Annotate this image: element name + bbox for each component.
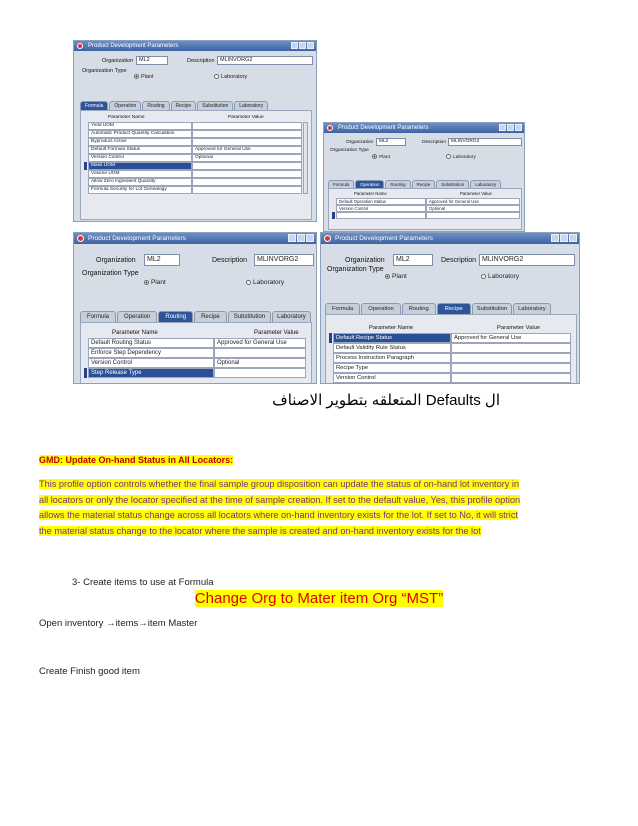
tab-laboratory[interactable]: Laboratory bbox=[272, 311, 311, 323]
organization-field[interactable]: ML2 bbox=[393, 254, 433, 266]
minimize-icon[interactable] bbox=[288, 234, 296, 242]
oracle-icon bbox=[77, 43, 83, 49]
minimize-icon[interactable] bbox=[551, 234, 559, 242]
laboratory-radio[interactable]: Laboratory bbox=[481, 273, 519, 280]
paragraph-line: all locators or only the locator specified at the time of sample creation. If set to the default value, Yes, this profile option bbox=[39, 494, 521, 505]
table-row[interactable]: Version Control bbox=[329, 373, 571, 383]
plant-radio[interactable]: Plant bbox=[372, 154, 390, 160]
column-header-name: Parameter Name bbox=[112, 330, 158, 336]
organization-type-label: Organization Type bbox=[330, 148, 369, 153]
tab-routing[interactable]: Routing bbox=[158, 311, 193, 323]
table-row-selected[interactable]: Mass UOM bbox=[84, 162, 302, 170]
tab-formula[interactable]: Formula bbox=[328, 180, 354, 188]
organization-label: Organization bbox=[102, 58, 134, 64]
arabic-heading: ال Defaults المتعلقه بتطوير الاصناف bbox=[272, 392, 500, 409]
window-titlebar bbox=[321, 233, 579, 244]
table-row[interactable]: Default Operation Status Approved for General Use bbox=[332, 198, 520, 205]
close-icon[interactable] bbox=[306, 234, 314, 242]
tab-recipe[interactable]: Recipe bbox=[437, 303, 471, 315]
organization-field[interactable]: ML2 bbox=[376, 138, 406, 146]
tab-routing[interactable]: Routing bbox=[142, 101, 169, 110]
tab-formula[interactable]: Formula bbox=[80, 101, 108, 110]
table-row[interactable]: Volume UOM bbox=[84, 170, 302, 178]
paragraph-line: This profile option controls whether the final sample group disposition can update the status of on-hand lot inventory in bbox=[39, 479, 520, 489]
tab-operation[interactable]: Operation bbox=[109, 101, 141, 110]
tab-recipe[interactable]: Recipe bbox=[171, 101, 197, 110]
tab-substitution[interactable]: Substitution bbox=[472, 303, 512, 315]
window-titlebar bbox=[74, 233, 316, 244]
paragraph-line: the material status change to the locator where the sample is created and on-hand inventory exists for the lot bbox=[39, 525, 481, 536]
table-row[interactable]: Default Validity Rule Status bbox=[329, 343, 571, 353]
tab-recipe[interactable]: Recipe bbox=[412, 180, 436, 188]
tab-formula[interactable]: Formula bbox=[80, 311, 116, 323]
table-row[interactable]: Version Control Optional bbox=[84, 154, 302, 162]
tab-substitution[interactable]: Substitution bbox=[228, 311, 271, 323]
description-label: Description bbox=[441, 257, 477, 264]
description-label: Description bbox=[212, 257, 248, 264]
tab-laboratory[interactable]: Laboratory bbox=[234, 101, 268, 110]
table-row[interactable]: Version Control Optional bbox=[332, 205, 520, 212]
maximize-icon[interactable] bbox=[299, 42, 306, 49]
table-row[interactable]: Automatic Product Quantity Calculation bbox=[84, 130, 302, 138]
tab-laboratory[interactable]: Laboratory bbox=[513, 303, 551, 315]
oracle-icon bbox=[77, 235, 84, 242]
minimize-icon[interactable] bbox=[291, 42, 298, 49]
column-header-name: Parameter Name bbox=[108, 115, 145, 120]
window-titlebar bbox=[324, 123, 524, 133]
window-titlebar bbox=[74, 41, 316, 51]
description-label: Description bbox=[187, 58, 215, 64]
close-icon[interactable] bbox=[515, 124, 522, 131]
paragraph-line: allows the material status change across all locators where on-hand inventory exists for the lot. If set to No, it will strict bbox=[39, 510, 518, 521]
close-icon[interactable] bbox=[569, 234, 577, 242]
column-header-value: Parameter Value bbox=[254, 330, 299, 336]
tab-formula[interactable]: Formula bbox=[325, 303, 360, 315]
tab-strip bbox=[80, 101, 269, 110]
profile-description bbox=[39, 477, 604, 539]
plant-radio[interactable]: Plant bbox=[134, 74, 154, 80]
window-title: Product Development Parameters bbox=[335, 235, 433, 242]
open-inventory-path: Open inventory →items→item Master bbox=[39, 618, 198, 629]
organization-label: Organization bbox=[346, 140, 374, 145]
close-icon[interactable] bbox=[307, 42, 314, 49]
organization-type-label: Organization Type bbox=[82, 68, 127, 74]
maximize-icon[interactable] bbox=[560, 234, 568, 242]
window-routing bbox=[73, 232, 317, 384]
window-operation bbox=[323, 122, 525, 232]
table-row[interactable]: Byproduct Active bbox=[84, 138, 302, 146]
description-field[interactable]: MLINVORG2 bbox=[448, 138, 522, 146]
table-row[interactable]: Allow Zero Ingredient Quantity bbox=[84, 178, 302, 186]
column-header-value: Parameter Value bbox=[497, 325, 541, 331]
scrollbar[interactable] bbox=[303, 122, 308, 194]
tab-strip bbox=[328, 180, 502, 188]
table-row[interactable]: Default Formula Status Approved for General Use bbox=[84, 146, 302, 154]
table-row[interactable]: Recipe Type bbox=[329, 363, 571, 373]
window-title: Product Development Parameters bbox=[338, 125, 429, 131]
parameter-grid bbox=[84, 328, 306, 378]
organization-type-label: Organization Type bbox=[82, 270, 139, 277]
plant-radio[interactable]: Plant bbox=[144, 279, 166, 286]
parameter-grid bbox=[84, 113, 302, 194]
window-title: Product Development Parameters bbox=[88, 43, 179, 49]
organization-label: Organization bbox=[96, 257, 136, 264]
parameter-grid bbox=[332, 190, 520, 219]
tab-operation[interactable]: Operation bbox=[361, 303, 400, 315]
organization-label: Organization bbox=[345, 257, 385, 264]
change-org-heading: Change Org to Mater item Org “MST” bbox=[194, 590, 444, 607]
organization-field[interactable]: ML2 bbox=[144, 254, 180, 266]
tab-laboratory[interactable]: Laboratory bbox=[470, 180, 501, 188]
table-row-selected[interactable]: Step Release Type bbox=[84, 368, 306, 378]
oracle-icon bbox=[324, 235, 331, 242]
laboratory-radio[interactable]: Laboratory bbox=[214, 74, 247, 80]
oracle-icon bbox=[327, 125, 333, 131]
description-label: Description bbox=[422, 140, 446, 145]
laboratory-radio[interactable]: Laboratory bbox=[446, 154, 476, 160]
tab-routing[interactable]: Routing bbox=[402, 303, 436, 315]
tab-operation[interactable]: Operation bbox=[355, 180, 384, 188]
column-header-name: Parameter Name bbox=[369, 325, 414, 331]
window-recipe bbox=[320, 232, 580, 384]
table-row[interactable]: Yield UOM bbox=[84, 122, 302, 130]
column-header-value: Parameter Value bbox=[460, 191, 492, 196]
parameter-grid bbox=[329, 323, 571, 383]
description-field[interactable]: MLINVORG2 bbox=[479, 254, 575, 266]
table-row[interactable]: Version Control Optional bbox=[84, 358, 306, 368]
tab-recipe[interactable]: Recipe bbox=[194, 311, 227, 323]
description-field[interactable]: MLINVORG2 bbox=[217, 56, 313, 65]
maximize-icon[interactable] bbox=[297, 234, 305, 242]
table-row[interactable]: Default Routing Status Approved for General Use bbox=[84, 338, 306, 348]
column-header-value: Parameter Value bbox=[228, 115, 264, 120]
tab-routing[interactable]: Routing bbox=[385, 180, 410, 188]
description-field[interactable]: MLINVORG2 bbox=[254, 254, 314, 266]
plant-radio[interactable]: Plant bbox=[385, 273, 407, 280]
laboratory-radio[interactable]: Laboratory bbox=[246, 279, 284, 286]
table-row[interactable]: Process Instruction Paragraph bbox=[329, 353, 571, 363]
organization-type-label: Organization Type bbox=[327, 266, 384, 273]
window-formula bbox=[73, 40, 317, 222]
maximize-icon[interactable] bbox=[507, 124, 514, 131]
table-row-selected[interactable] bbox=[332, 212, 520, 219]
step-3: 3- Create items to use at Formula bbox=[72, 577, 214, 588]
tab-substitution[interactable]: Substitution bbox=[436, 180, 469, 188]
organization-field[interactable]: ML2 bbox=[136, 56, 168, 65]
minimize-icon[interactable] bbox=[499, 124, 506, 131]
gmd-profile-title: GMD: Update On-hand Status in All Locators: bbox=[39, 455, 234, 465]
tab-operation[interactable]: Operation bbox=[117, 311, 157, 323]
table-row[interactable]: Enforce Step Dependency bbox=[84, 348, 306, 358]
tab-substitution[interactable]: Substitution bbox=[197, 101, 233, 110]
create-finish-good: Create Finish good item bbox=[39, 666, 140, 677]
table-row-selected[interactable]: Default Recipe Status Approved for General Use bbox=[329, 333, 571, 343]
table-row[interactable]: Formula Security for Lot Genealogy bbox=[84, 186, 302, 194]
column-header-name: Parameter Name bbox=[354, 191, 387, 196]
window-title: Product Development Parameters bbox=[88, 235, 186, 242]
